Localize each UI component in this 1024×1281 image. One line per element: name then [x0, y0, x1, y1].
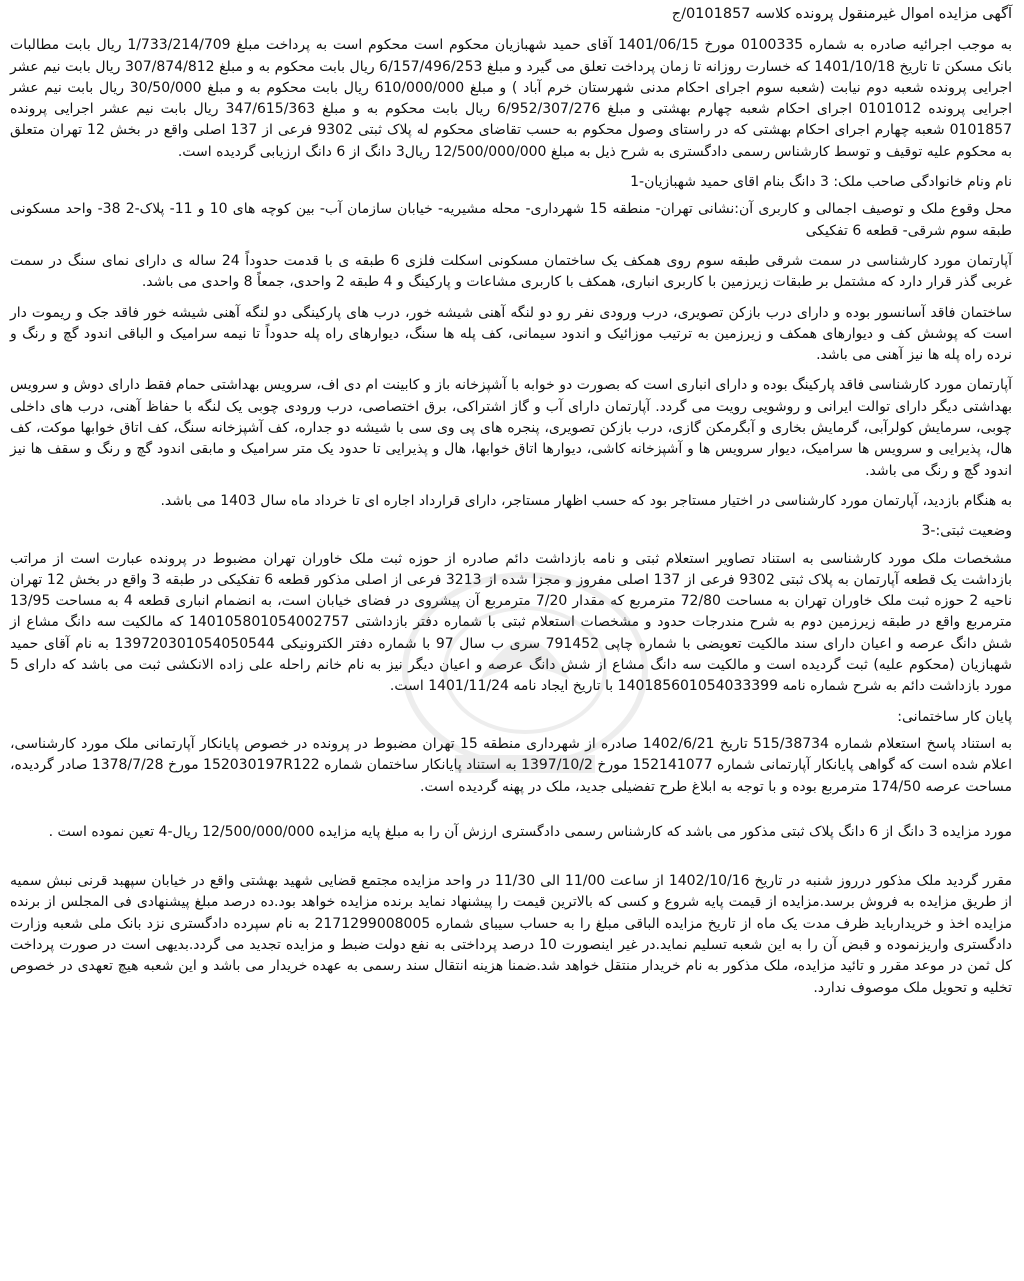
paragraph-location: محل وقوع ملک و توصیف اجمالی و کاربری آن:نشانی تهران- منطقه 15 شهرداری- محله مشیریه- خیابان سازمان آب- بین کوچه های 10 و 11- پلاک-2 38- واحد مسکونی طبقه سوم شرقی- قطعه 6 تفکیکی [10, 201, 1013, 239]
document-title: آگهی مزایده اموال غیرمنقول پرونده کلاسه 0101857/ج [671, 6, 1012, 22]
section-owner: نام ونام خانوادگی صاحب ملک: 3 دانگ بنام اقای حمید شهبازیان-1 [630, 174, 1012, 191]
paragraph-registration: مشخصات ملک مورد کارشناسی به استناد تصاویر استعلام ثبتی و نامه بازداشت دائم صادره از حوزه ثبت ملک خاوران تهران مضبوط در پرونده عبارت است از مراتب بازداشت یک قطعه آپارتمان به پلاک ثبتی 9302 فرعی از 137 اصلی مفروز و مجزا شده از 3213 فرعی از اصلی مذکور قطعه 6 تفکیکی در طبقه 3 واقع در بخش 12 تهران ناحیه 2 حوزه ثبت ملک خاوران تهران به مساحت 72/80 مترمربع که مقدار 7/20 مترمربع آن پیشروی در فضای خیابان است، به انضمام انباری قطعه 4 به مساحت 13/95 مترمربع واقع در طبقه زیرزمین دوم به شرح مندرجات حدود و مشخصات استعلام ثبتی با شماره دفتر بازداشتی 140105801054002757 که مالکیت سه دانگ مشاع از شش دانگ عرصه و اعیان دارای سند مالکیت تعویضی با شماره چاپی 791452 سری ب سال 97 با شماره دفتر الکترونیکی 139720301054050544 به نام آقای حمید شهبازیان (محکوم علیه) ثبت گردیده است و مالکیت سه دانگ مشاع از شش دانگ عرصه و اعیان دیگر نیز به نام خانم راحله علی زاده الانکشی ثبت می باشد که دارای 5 مورد بازداشت دائم به شرح شماره نامه 140185601054033399 با تاریخ ایجاد نامه 1401/11/24 است. [10, 550, 1013, 695]
paragraph-building-details: ساختمان فاقد آسانسور بوده و دارای درب بازکن تصویری، درب ورودی نفر رو دو لنگه آهنی شیشه خور، درب های پارکینگی دو لنگه آهنی شیشه خور فاقد جک و ریموت دار است که پوشش کف و دیوارهای همکف و زیرزمین به ترتیب موزائیک و اندود سیمانی، کف پله ها سنگ، دیوارهای راه پله حدوداً تا نیمه سرامیک و الباقی اندود گچ و رنگ و نرده راه پله ها نیز آهنی می باشد. [10, 304, 1012, 364]
paragraph-execution-order: به موجب اجرائیه صادره به شماره 0100335 مورخ 1401/06/15 آقای حمید شهبازیان محکوم است محکوم است به پرداخت مبلغ 1/733/214/709 ریال بابت مطالبات بانک مسکن تا تاریخ 1401/10/18 که خسارت روزانه تا زمان پرداخت تعلق می گیرد و مبلغ 6/157/496/253 ریال بابت محکوم به و مبلغ 307/874/812 ریال بابت نیم عشر اجرایی پرونده شعبه دوم نیابت (شعبه سوم اجرای احکام مدنی شهرستان خرم آباد ) و مبلغ 610/000/000 ریال بابت محکوم به و مبلغ 30/50/000 ریال بابت نیم عشر اجرایی پرونده 0101012 اجرای احکام شعبه چهارم بهشتی و مبلغ 6/952/307/276 ریال بابت محکوم به و مبلغ 347/615/363 ریال بابت نیم عشر اجرایی پرونده 0101857 شعبه چهارم اجرای احکام بهشتی که در راستای وصول محکوم به حسب تقاضای محکوم له پلاک ثبتی 9302 فرعی از 137 اصلی واقع در بخش 12 تهران متعلق به محکوم علیه توقیف و توسط کارشناس رسمی دادگستری به شرح ذیل به مبلغ 12/500/000/000 ریال3 دانگ از 6 دانگ ارزیابی گردیده است. [10, 37, 1013, 160]
paragraph-apartment-overview: آپارتمان مورد کارشناسی در سمت شرقی طبقه سوم روی همکف یک ساختمان مسکونی اسکلت فلزی 6 طبقه ی با قدمت حدوداً 24 ساله ی دارای نمای سنگ در سمت غربی گذر قرار دارد که مشتمل بر طبقات زیرزمین با کاربری انباری، همکف با کاربری مشاعات و پارکینگ و 4 طبقه 2 واحدی، جمعاً 8 واحدی می باشد. [10, 252, 1012, 291]
paragraph-auction-terms: مقرر گردید ملک مذکور درروز شنبه در تاریخ 1402/10/16 از ساعت 11/00 الی 11/30 در واحد مزایده مجتمع قضایی شهید بهشتی واقع در خیابان سپهبد قرنی نبش سمیه از طریق مزایده به فروش برسد.مزایده از قیمت پایه شروع و کسی که بالاترین قیمت را پیشنهاد نماید برنده مزایده خواهد بود.ده درصد مبلغ پیشنهادی فی المجلس از برنده مزایده اخذ و خریدارباید ظرف مدت یک ماه از تاریخ مزایده الباقی مبلغ را به حساب سیبای شماره 2171299008005 به نام سپرده دادگستری نزد بانک ملی شعبه وزارت دادگستری واریزنموده و قبض آن را به این شعبه تسلیم نماید.در غیر اینصورت 10 درصد پرداختی به نفع دولت ضبط و مزایده تجدید می گردد.بدیهی است در صورت پرداخت کل ثمن در موعد مقرر و تائید مزایده، ملک مذکور به نام خریدار منتقل خواهد شد.ضمنا هزینه انتقال سند رسمی به عهده خریدار می باشد و این شعبه هیچ تعهدی در خصوص تخلیه و تحویل ملک موصوف ندارد. [10, 873, 1013, 996]
paragraph-auction-subject: مورد مزایده 3 دانگ از 6 دانگ پلاک ثبتی مذکور می باشد که کارشناس رسمی دادگستری ارزش آن را به مبلغ پایه مزایده 12/500/000/000 ریال-4 تعین نموده است . [48, 823, 1012, 840]
section-registration-status: وضعیت ثبتی:-3 [921, 523, 1012, 540]
section-completion-certificate: پایان کار ساختمانی: [897, 708, 1012, 725]
paragraph-tenant: به هنگام بازدید، آپارتمان مورد کارشناسی در اختیار مستاجر بود که حسب اظهار مستاجر، دارای قرارداد اجاره ای تا خرداد ماه سال 1403 می باشد. [160, 492, 1012, 509]
paragraph-unit-features: آپارتمان مورد کارشناسی فاقد پارکینگ بوده و دارای انباری است که بصورت دو خوابه با آشپزخانه باز و کابینت ام دی اف، سرویس بهداشتی حمام فقط دارای دوش و سرویس بهداشتی دیگر دارای توالت ایرانی و روشویی رویت می گردد. آپارتمان دارای آب و گاز اشتراکی، برق اختصاصی، درب ورودی چوبی یک لنگه با حفاظ آهنی، درب های داخلی چوبی، سرمایش کولرآبی، گرمایش بخاری و آبگرمکن گازی، درب بازکن تصویری، پنجره های پی وی سی با شیشه دو جداره، کف آشپزخانه سنگ، کف اتاق خوابها موکت، کف هال، پذیرایی و سرویس ها سرامیک، دیوار سرویس ها و آشپزخانه کاشی، دیوارها اتاق خوابها، هال و پذیرایی تا حدود یک متر سرامیک و مابقی اندود گچ و رنگ و سقف ها نیز اندود گچ و رنگ می باشد. [10, 377, 1012, 479]
paragraph-completion: به استناد پاسخ استعلام شماره 515/38734 تاریخ 1402/6/21 صادره از شهرداری منطقه 15 تهران مضبوط در پرونده در خصوص پایانکار آپارتمانی ملک مورد کارشناسی، اعلام شده است که گواهی پایانکار آپارتمانی شماره 152141077 مورخ 1397/10/2 به استناد پایانکار ساختمان شماره 152030197R122 مورخ 1378/7/28 صادر گردیده، مساحت عرصه 174/50 مترمربع بوده و با توجه به ابلاغ طرح تفضیلی جدید، ملک در پهنه گردیده است. [10, 735, 1012, 795]
